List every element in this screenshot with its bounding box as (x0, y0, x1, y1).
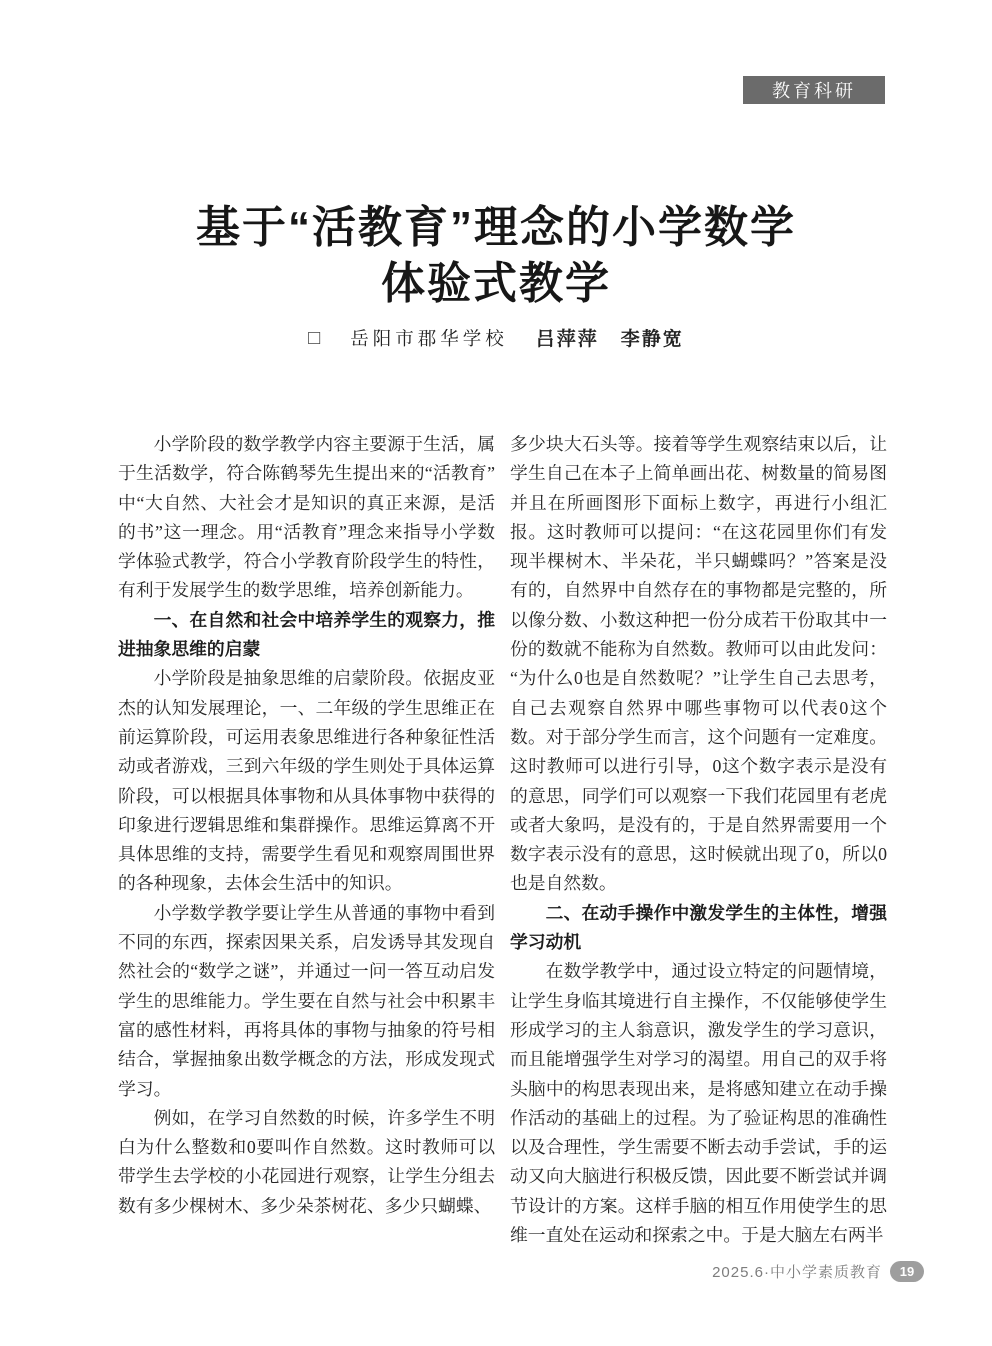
section-badge-label: 教育科研 (772, 81, 856, 101)
article-title-line1: 基于“活教育”理念的小学数学 (196, 203, 796, 252)
section-badge (743, 76, 885, 104)
article-title (0, 200, 992, 312)
author-name: 李静宽 (620, 329, 684, 350)
paragraph: 小学阶段是抽象思维的启蒙阶段。依据皮亚杰的认知发展理论，一、二年级的学生思维正在前运算阶段，可运用表象思维进行各种象征性活动或者游戏，三到六年级的学生则处于具体运算阶段，可以根据具体事物和从具体事物中获得的印象进行逻辑思维和集群操作。思维运算离不开具体思维的支持，需要学生看见和观察周围世界的各种现象，去体会生活中的知识。 (118, 668, 495, 894)
author-name: 吕萍萍 (535, 329, 599, 350)
paragraph: 在数学教学中，通过设立特定的问题情境，让学生身临其境进行自主操作，不仅能够使学生形成学习的主人翁意识，激发学生的学习意识，而且能增强学生对学习的渴望。用自己的双手将头脑中的构思表现出来，是将感知建立在动手操作活动的基础上的过程。为了验证构思的准确性以及合理性，学生需要不断去动手尝试，手的运动又向大脑进行积极反馈，因此要不断尝试并调节设计的方案。这样手脑的相互作用使学生的思维一直处在运动和探索之中。于是大脑左右两半 (510, 961, 887, 1246)
section-heading-1: 一、在自然和社会中培养学生的观察力，推进抽象思维的启蒙 (118, 609, 495, 660)
section-heading-2: 二、在动手操作中激发学生的主体性，增强学习动机 (510, 902, 887, 953)
paragraph: 小学阶段的数学教学内容主要源于生活，属于生活数学，符合陈鹤琴先生提出来的“活教育”中“大自然、大社会才是知识的真正来源，是活的书”这一理念。用“活教育”理念来指导小学数学体验式教学，符合小学教育阶段学生的特性，有利于发展学生的数学思维，培养创新能力。 (118, 434, 495, 601)
author-affiliation: 岳阳市郡华学校 (350, 329, 508, 350)
left-column (118, 430, 495, 1250)
paragraph: 多少块大石头等。接着等学生观察结束以后，让学生自己在本子上简单画出花、树数量的简易图并且在所画图形下面标上数字，再进行小组汇报。这时教师可以提问：“在这花园里你们有发现半棵树木、半朵花，半只蝴蝶吗？”答案是没有的，自然界中自然存在的事物都是完整的，所以像分数、小数这种把一份分成若干份取其中一份的数就不能称为自然数。教师可以由此发问：“为什么0也是自然数呢？”让学生自己去思考，自己去观察自然界中哪些事物可以代表0这个数。对于部分学生而言，这个问题有一定难度。这时教师可以进行引导，0这个数字表示是没有的意思，同学们可以观察一下我们花园里有老虎或者大象吗，是没有的，于是自然界需要用一个数字表示没有的意思，这时候就出现了0，所以0也是自然数。 (510, 434, 887, 894)
page-number-badge (890, 1261, 924, 1282)
issue-label: 2025.6 (712, 1264, 764, 1281)
separator-dot: · (763, 1264, 770, 1281)
journal-name: 中小学素质教育 (769, 1264, 882, 1281)
page-footer (712, 1261, 924, 1282)
journal-info (712, 1261, 882, 1282)
page-number: 19 (899, 1264, 915, 1279)
byline-square-icon: □ (308, 326, 321, 349)
article-title-line2: 体验式教学 (381, 259, 611, 308)
right-column (510, 430, 887, 1250)
article-body (118, 430, 887, 1250)
byline (0, 324, 992, 351)
paragraph: 例如，在学习自然数的时候，许多学生不明白为什么整数和0要叫作自然数。这时教师可以带学生去学校的小花园进行观察，让学生分组去数有多少棵树木、多少朵茶树花、多少只蝴蝶、 (118, 1107, 495, 1216)
paragraph: 小学数学教学要让学生从普通的事物中看到不同的东西，探索因果关系，启发诱导其发现自然社会的“数学之谜”，并通过一问一答互动启发学生的思维能力。学生要在自然与社会中积累丰富的感性材料，再将具体的事物与抽象的符号相结合，掌握抽象出数学概念的方法，形成发现式学习。 (118, 902, 495, 1099)
